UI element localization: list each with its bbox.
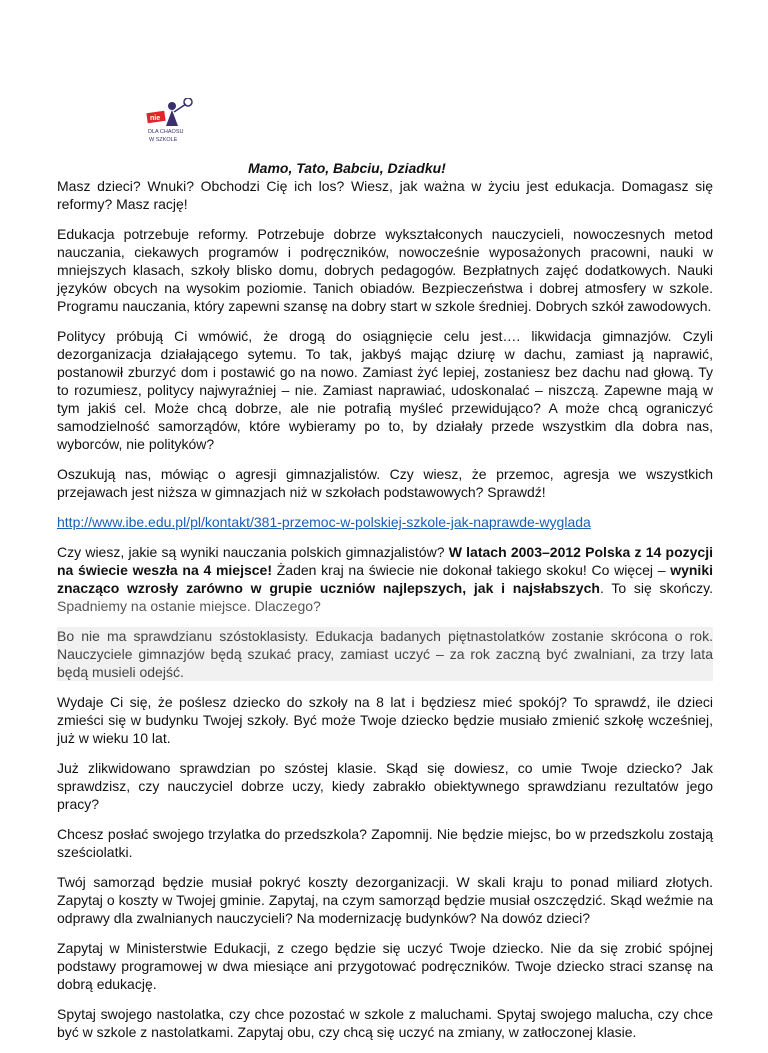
text: Spadniemy na ostanie miejsce. Dlaczego? xyxy=(57,598,321,614)
shaded-paragraph: Bo nie ma sprawdzianu szóstoklasisty. Edukacja badanych piętnastolatków zostanie skrócona o rok. Nauczyciele gimnazjów będą szukać pracy, zamiast uczyć – za rok zaczną być zwalniani, za trzy lata będą musieli odejść. xyxy=(57,628,713,680)
link-paragraph xyxy=(57,513,713,531)
bold-text: wyniki znacząco wzrosły zarówno w grupie uczniów najlepszych, jak i najsłabszych xyxy=(57,562,713,596)
text: . To się skończy. xyxy=(599,580,713,596)
paragraph: Chcesz posłać swojego trzylatka do przedszkola? Zapomnij. Nie będzie miejsc, bo w przedszkolu zostają sześciolatki. xyxy=(57,826,713,860)
logo-line2: W SZKOLE xyxy=(149,137,178,143)
document-title: Mamo, Tato, Babciu, Dziadku! xyxy=(248,160,446,176)
paragraph: Zapytaj w Ministerstwie Edukacji, z czego będzie się uczyć Twoje dziecko. Nie da się zrobić spójnej podstawy programowej w dwa miesiące ani przygotować podręczników. Twoje dziecko straci szansę na dobrą edukację. xyxy=(57,940,713,992)
paragraph: Masz dzieci? Wnuki? Obchodzi Cię ich los? Wiesz, jak ważna w życiu jest edukacja. Domagasz się reformy? Masz rację! xyxy=(57,178,713,212)
paragraph: Oszukują nas, mówiąc o agresji gimnazjalistów. Czy wiesz, że przemoc, agresja we wszystkich przejawach jest niższa w gimnazjach niż w szkołach podstawowych? Sprawdź! xyxy=(57,466,713,500)
results-paragraph xyxy=(57,543,713,615)
paragraph: Politycy próbują Ci wmówić, że drogą do osiągnięcie celu jest…. likwidacja gimnazjów. Czyli dezorganizacja działającego sytemu. To tak, jakbyś mając dziurę w dachu, zamiast ją naprawić, postanowił zburzyć dom i postawić go na nowo. Zamiast żyć lepiej, zostaniesz bez dachu nad głową. Ty to rozumiesz, politycy najwyraźniej – nie. Zamiast naprawiać, udoskonalać – niszczą. Zapewne mają w tym jakiś cel. Może chcą dobrze, ale nie potrafią myśleć przewidująco? A może chcą ograniczyć samodzielność samorządów, które wybieramy po to, by działały przede wszystkim dla dobra nas, wyborców, nie polityków? xyxy=(57,328,713,452)
paragraph: Już zlikwidowano sprawdzian po szóstej klasie. Skąd się dowiesz, co umie Twoje dziecko? Jak sprawdzisz, czy nauczyciel dobrze uczy, kiedy zabrakło obiektywnego sprawdzianu rezultatów jego pracy? xyxy=(57,760,713,812)
document-body xyxy=(57,177,713,1053)
logo-badge-text: nie xyxy=(150,115,161,122)
paragraph: Edukacja potrzebuje reformy. Potrzebuje dobrze wykształconych nauczycieli, nowoczesnych metod nauczania, ciekawych programów i podręczników, nowocześnie wyposażonych pracowni, nauki w mniejszych klasach, szkoły blisko domu, dobrych pedagogów. Bezpłatnych zajęć dodatkowych. Nauki języków obcych na wysokim poziomie. Tanich obiadów. Bezpieczeństwa i dobrej atmosfery w szkole. Programu nauczania, który zapewni szansę na dobry start w szkole średniej. Dobrych szkół zawodowych. xyxy=(57,226,713,314)
paragraph: Spytaj swojego nastolatka, czy chce pozostać w szkole z maluchami. Spytaj swojego malucha, czy chce być w szkole z nastolatkami. Zapytaj obu, czy chcą się uczyć na zmiany, w zatłoczonej klasie. xyxy=(57,1006,713,1040)
paragraph: Wydaje Ci się, że poślesz dziecko do szkoły na 8 lat i będziesz mieć spokój? To sprawdź, ile dzieci zmieści się w budynku Twojej szkoły. Być może Twoje dziecko będzie musiało zmienić szkołę wcześniej, już w wieku 10 lat. xyxy=(57,694,713,746)
logo-line1: DLA CHAOSU xyxy=(148,129,184,135)
paragraph: Twój samorząd będzie musiał pokryć koszty dezorganizacji. W skali kraju to ponad miliard złotych. Zapytaj o koszty w Twojej gminie. Zapytaj, na czym samorząd będzie musiał oszczędzić. Skąd weźmie na odprawy dla zwalnianych nauczycieli? Na modernizację budynków? Na dowóz dzieci? xyxy=(57,874,713,926)
bold-text: W latach 2003–2012 Polska z 14 pozycji na świecie weszła na 4 miejsce! xyxy=(57,544,713,578)
text: Żaden kraj na świecie nie dokonał takiego skoku! Co więcej – xyxy=(272,562,671,578)
logo xyxy=(140,98,200,144)
text: Czy wiesz, jakie są wyniki nauczania polskich gimnazjalistów? xyxy=(57,544,449,560)
ibe-link[interactable]: http://www.ibe.edu.pl/pl/kontakt/381-przemoc-w-polskiej-szkole-jak-naprawde-wyglada xyxy=(57,514,591,530)
